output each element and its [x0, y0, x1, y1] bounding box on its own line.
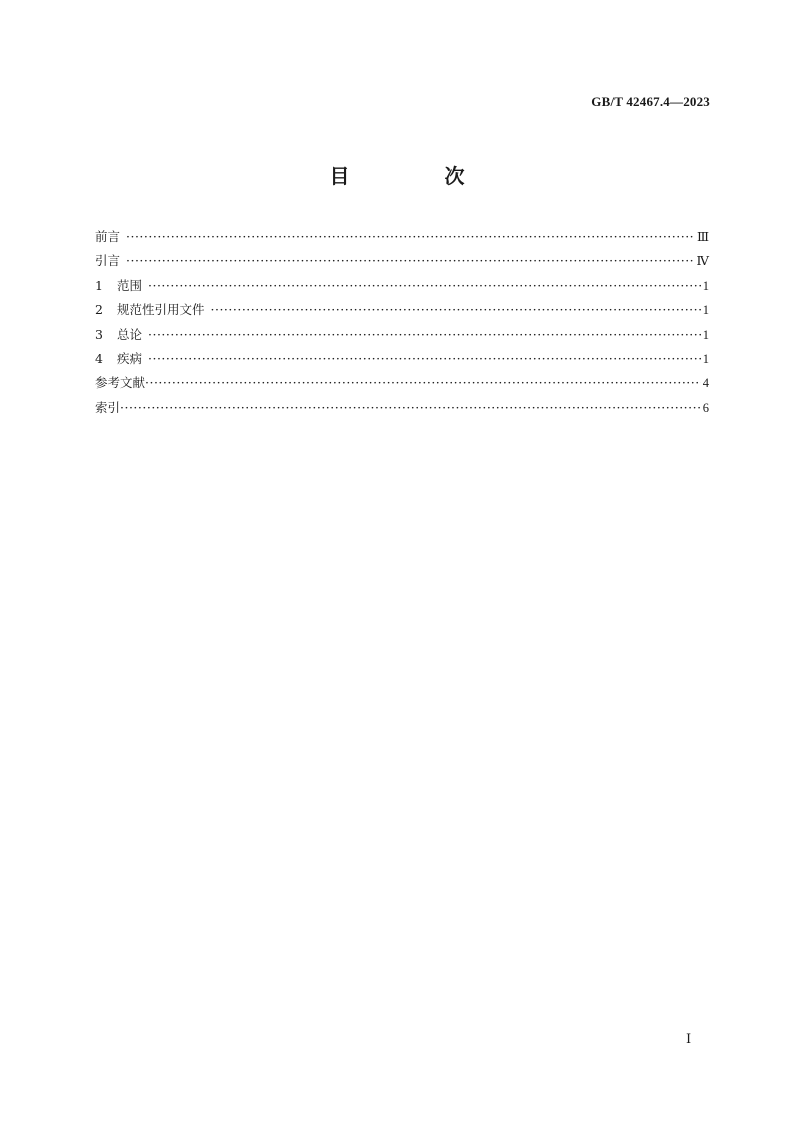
- toc-entry-normative-references[interactable]: [95, 301, 709, 325]
- toc-entry-foreword[interactable]: [95, 228, 709, 252]
- toc-entry-page: 4: [702, 376, 709, 391]
- toc-entry-label: 范围: [117, 277, 143, 293]
- toc-entry-number: 4: [95, 350, 103, 366]
- toc-leader-dots: [126, 228, 695, 246]
- table-of-contents: [95, 228, 709, 423]
- standard-number: GB/T 42467.4—2023: [591, 94, 710, 109]
- toc-leader-dots: [148, 350, 701, 368]
- toc-leader-dots: [148, 326, 701, 344]
- page-number: Ⅰ: [686, 1031, 692, 1046]
- toc-entry-bibliography[interactable]: [95, 374, 709, 398]
- toc-leader-dots: [126, 252, 694, 270]
- toc-leader-dots: [148, 277, 701, 295]
- toc-entry-scope[interactable]: [95, 277, 709, 301]
- toc-leader-dots: [120, 399, 701, 417]
- toc-entry-introduction[interactable]: [95, 252, 709, 276]
- toc-entry-label: 引言: [95, 253, 121, 269]
- toc-entry-label: 前言: [95, 229, 121, 244]
- toc-entry-page: 1: [702, 303, 709, 318]
- toc-title: 目 次: [329, 164, 509, 188]
- toc-entry-label: 总论: [117, 326, 143, 342]
- toc-entry-index[interactable]: [95, 399, 709, 423]
- toc-entry-page: 1: [702, 327, 709, 342]
- toc-entry-page: 6: [702, 400, 709, 415]
- toc-entry-label: 参考文献: [95, 375, 146, 391]
- toc-entry-page: Ⅳ: [696, 254, 709, 269]
- toc-leader-dots: [211, 301, 701, 319]
- toc-entry-number: 2: [95, 302, 103, 318]
- toc-entry-page: 1: [702, 351, 709, 366]
- toc-entry-label: 索引: [95, 399, 121, 415]
- toc-leader-dots: [145, 374, 701, 392]
- toc-entry-page: 1: [702, 278, 709, 293]
- toc-entry-general[interactable]: [95, 326, 709, 350]
- toc-entry-label: 疾病: [117, 350, 143, 366]
- toc-entry-diseases[interactable]: [95, 350, 709, 374]
- toc-entry-number: 1: [95, 277, 103, 293]
- toc-entry-label: 规范性引用文件: [117, 302, 205, 318]
- toc-entry-page: Ⅲ: [696, 230, 709, 244]
- toc-entry-number: 3: [95, 326, 103, 342]
